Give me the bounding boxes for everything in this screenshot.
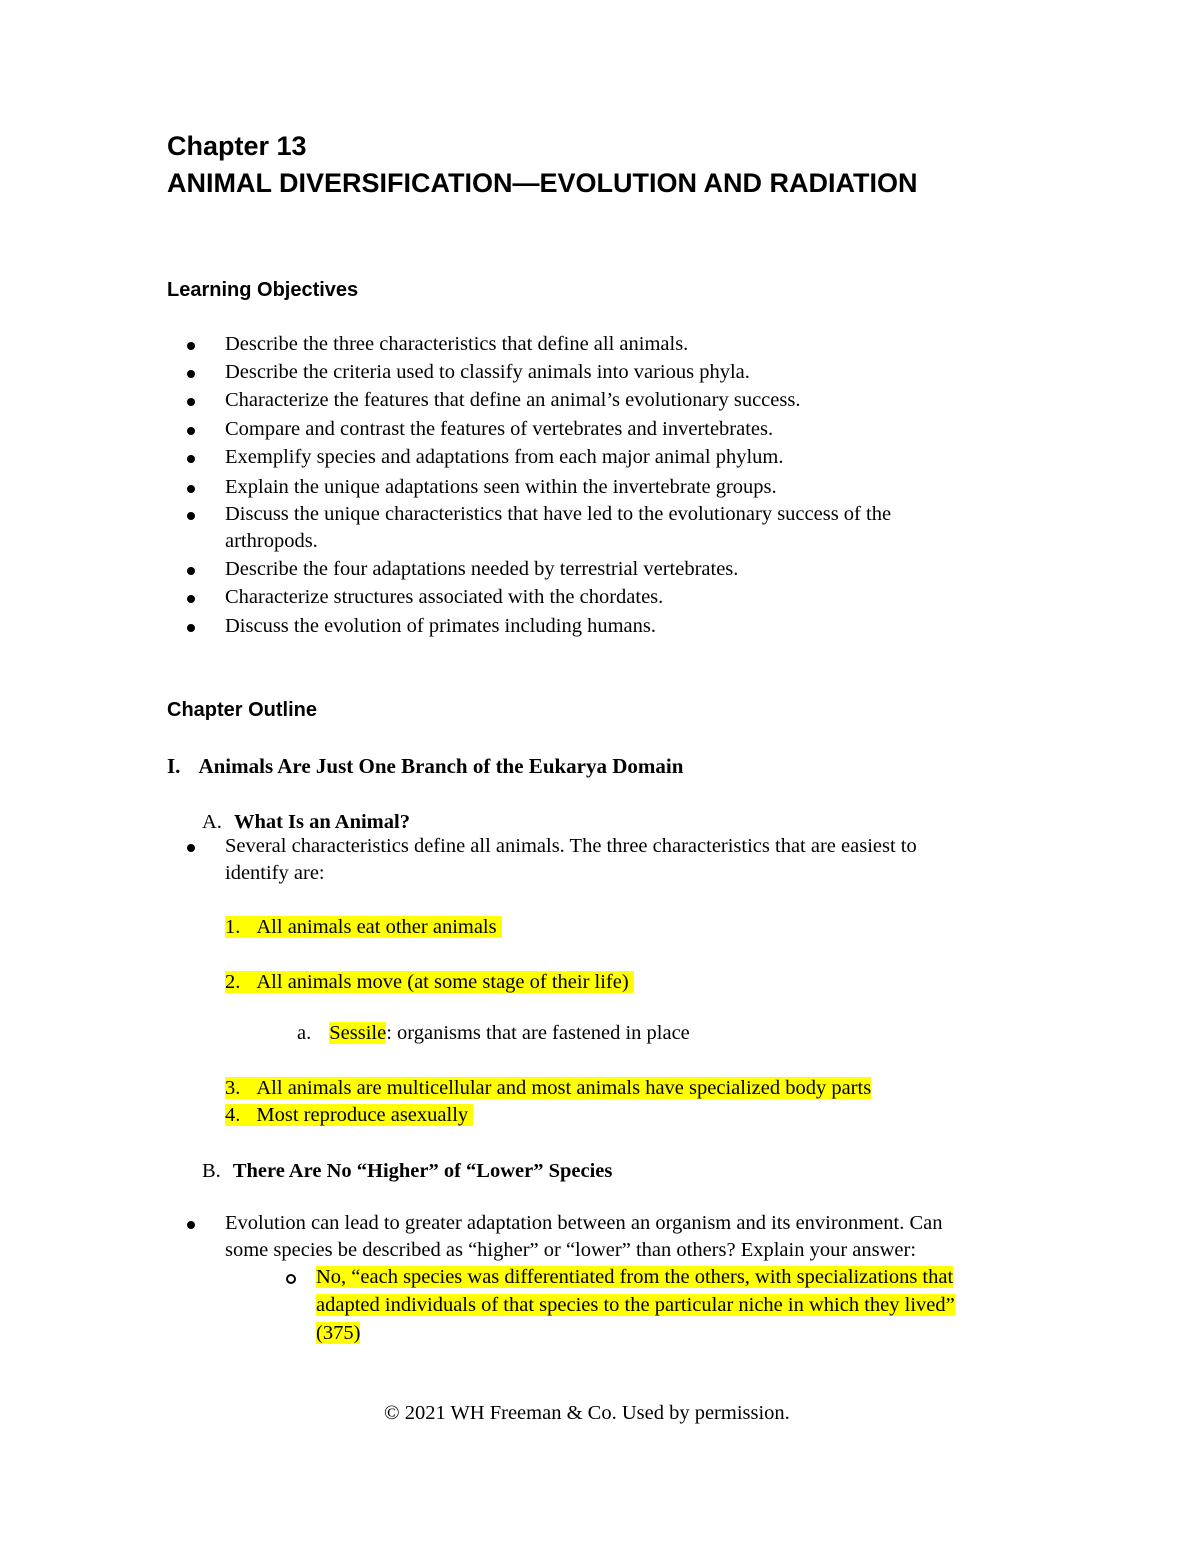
numbered-item [225,1104,473,1127]
term-sessile: Sessile [329,1022,387,1044]
bullet-icon [187,567,195,575]
subsection-letter: A. [202,811,222,833]
section-title: Animals Are Just One Branch of the Eukarya Domain [198,754,684,778]
bullet-icon [187,398,195,406]
list-item: Compare and contrast the features of vertebrates and invertebrates. [225,418,774,440]
bullet-icon [187,485,195,493]
numbered-item [225,916,502,939]
chapter-number: Chapter 13 [167,131,307,161]
bullet-icon [187,1221,195,1229]
bullet-icon [187,512,195,520]
lettered-subitem [297,1022,690,1045]
bullet-icon [187,624,195,632]
list-item: Discuss the unique characteristics that have led to the evolutionary success of the [225,503,892,525]
hollow-bullet-icon [286,1274,296,1284]
bullet-icon [187,455,195,463]
bullet-icon [187,595,195,603]
subsection-title: What Is an Animal? [233,811,410,833]
list-item: Exemplify species and adaptations from each major animal phylum. [225,446,784,468]
item-letter: a. [297,1022,312,1044]
subsection-letter: B. [202,1160,221,1182]
footer-copyright: © 2021 WH Freeman & Co. Used by permission. [384,1402,790,1424]
subsection-a-heading [202,811,410,834]
list-item: Characterize structures associated with the chordates. [225,586,664,608]
item-text: Most reproduce asexually [256,1104,469,1126]
list-item: Discuss the evolution of primates including humans. [225,615,657,637]
item-number: 2. [225,971,241,993]
numbered-item [225,1077,871,1100]
learning-objectives-heading: Learning Objectives [167,279,359,301]
item-number: 1. [225,916,241,938]
section-i-heading [167,754,683,779]
list-item: Describe the criteria used to classify animals into various phyla. [225,361,750,383]
bullet-icon [187,427,195,435]
answer-line: (375) [316,1322,361,1344]
bullet-icon [187,844,195,852]
subsection-b-heading [202,1160,612,1183]
list-item-continuation: arthropods. [225,530,318,552]
list-item: Describe the three characteristics that define all animals. [225,333,689,355]
subsection-title: There Are No “Higher” of “Lower” Species [232,1160,613,1182]
list-item: Describe the four adaptations needed by terrestrial vertebrates. [225,558,739,580]
bullet-icon [187,370,195,378]
numbered-item [225,971,634,994]
item-text: All animals eat other animals [256,916,497,938]
list-item: Explain the unique adaptations seen within the invertebrate groups. [225,476,777,498]
chapter-outline-heading: Chapter Outline [167,699,318,721]
section-numeral: I. [167,754,181,778]
bullet-icon [187,342,195,350]
answer-line: adapted individuals of that species to the particular niche in which they lived” [316,1294,955,1316]
paragraph-line: Several characteristics define all animals. The three characteristics that are easiest to [225,835,917,857]
item-text: All animals are multicellular and most animals have specialized body parts [256,1077,872,1099]
paragraph-line: Evolution can lead to greater adaptation between an organism and its environment. Can [225,1212,943,1234]
item-text: All animals move (at some stage of their life) [256,971,629,993]
answer-line: No, “each species was differentiated from the others, with specializations that [316,1266,954,1288]
term-definition: : organisms that are fastened in place [386,1022,690,1044]
item-number: 4. [225,1104,241,1126]
paragraph-line: identify are: [225,862,325,884]
chapter-title: ANIMAL DIVERSIFICATION—EVOLUTION AND RADIATION [167,168,918,198]
list-item: Characterize the features that define an animal’s evolutionary success. [225,389,801,411]
paragraph-line: some species be described as “higher” or “lower” than others? Explain your answer: [225,1239,917,1261]
item-number: 3. [225,1077,241,1099]
